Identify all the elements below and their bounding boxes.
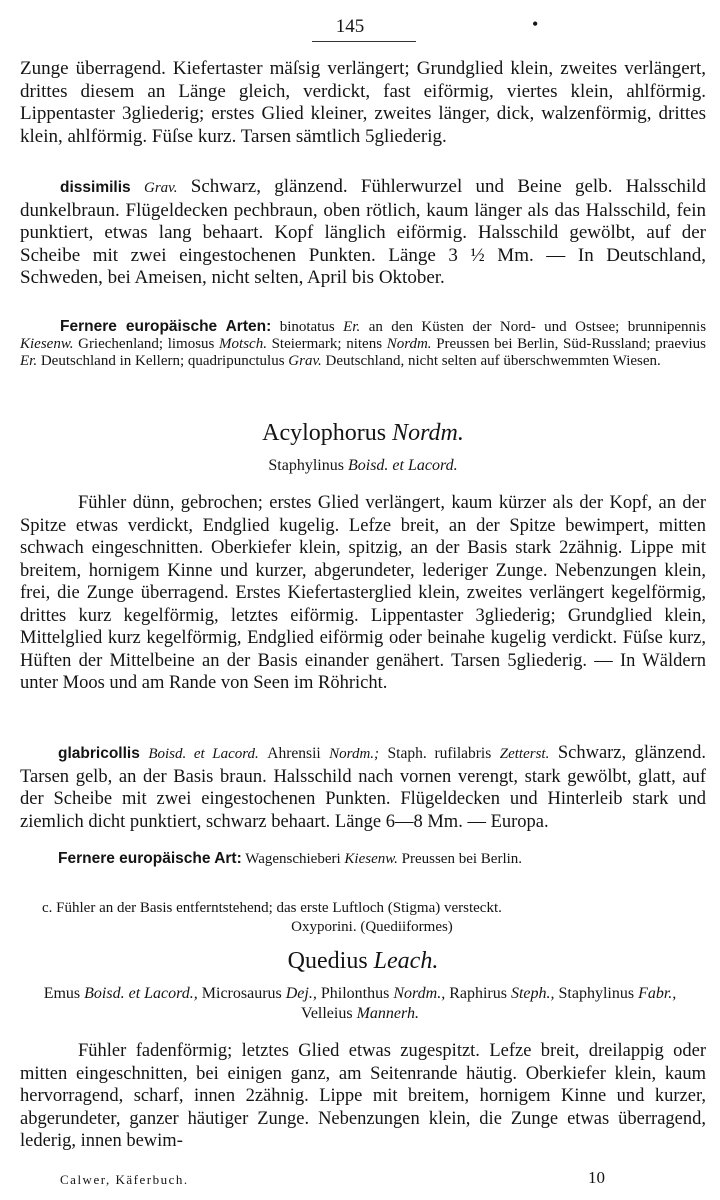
top-paragraph-block — [20, 58, 706, 148]
further-heading: Fernere europäische Art: — [58, 850, 242, 867]
further-species-block — [20, 318, 706, 370]
synonym-author: Zetterst. — [499, 746, 550, 762]
further-species-block-2 — [20, 850, 706, 868]
footer-signature: 10 — [588, 1168, 605, 1187]
further-author: Er. — [20, 353, 38, 369]
synonym-author: Nordm., — [393, 985, 446, 1002]
genus-description-quedius — [20, 1040, 706, 1153]
further-text: Preussen bei Berlin. — [401, 851, 523, 867]
species-name: dissimilis — [60, 179, 131, 196]
footer-publisher: Calwer, Käferbuch. — [60, 1172, 189, 1187]
synonym-name: Velleius — [301, 1005, 353, 1022]
genus-author: Nordm. — [392, 420, 464, 446]
synonym-author: Dej., — [285, 985, 317, 1002]
section-c-line2: Oxyporini. (Quediiformes) — [291, 919, 453, 935]
genus-heading-acylophorus — [20, 420, 706, 447]
further-text: Preussen bei Berlin, Süd-Russland; praevius — [436, 336, 706, 352]
synonym-name: Staphylinus — [268, 457, 344, 474]
section-c — [42, 900, 702, 936]
genus-author: Leach. — [373, 948, 439, 974]
further-author: Er. — [343, 319, 361, 335]
species-author: Grav. — [143, 180, 178, 196]
genus-synonym-acylophorus — [20, 456, 706, 476]
genus-name: Quedius — [287, 948, 368, 974]
synonym-author: Steph., — [510, 985, 555, 1002]
further-heading: Fernere europäische Arten: — [60, 318, 272, 335]
synonym-author: Mannerh. — [356, 1005, 419, 1022]
synonym-author: Nordm.; — [329, 746, 380, 762]
species-description: Schwarz, glänzend. Tarsen gelb, an der Basis braun. Halsschild nach vornen verengt, stark gewölbt, glatt, auf der Scheibe mit zwei eingestochenen Punkten. Flügeldecken und Hinterleib stark und ziemlich dicht punktiert, schwarz behaart. Länge 6—8 Mm. — Europa. — [20, 743, 707, 832]
synonym-author: Fabr., — [638, 985, 677, 1002]
further-author: Nordm. — [386, 336, 432, 352]
header-rule — [312, 41, 416, 42]
species-dissimilis — [20, 176, 706, 290]
further-author: Motsch. — [219, 336, 267, 352]
synonym-name: Staphylinus — [558, 985, 635, 1002]
genus-synonyms-quedius — [40, 984, 680, 1024]
synonym-name: Emus — [43, 985, 81, 1002]
page-number: 145 — [335, 16, 365, 37]
further-text: Steiermark; nitens — [271, 336, 383, 352]
species-description: Schwarz, glänzend. Fühlerwurzel und Beine gelb. Halsschild dunkelbraun. Flügeldecken pechbraun, oben rötlich, kaum länger als das Halsschild, fein punktiert, etwas lang behaart. Kopf länglich eiförmig. Halsschild gewölbt, auf der Scheibe mit zwei eingestochenen Punkten. Länge 3 ½ Mm. — In Deutschland, Schweden, bei Ameisen, nicht selten, April bis Oktober. — [20, 176, 706, 289]
species-author: Boisd. et Lacord. — [148, 746, 259, 762]
genus-description-acylophorus — [20, 492, 706, 695]
synonym-name: Microsaurus — [201, 985, 282, 1002]
further-text: Deutschland, nicht selten auf überschwemmten Wiesen. — [325, 353, 661, 369]
genus-heading-quedius — [20, 948, 706, 975]
further-species: Wagenschieberi — [245, 851, 341, 867]
genus-name: Acylophorus — [262, 420, 387, 446]
section-c-line1: c. Fühler an der Basis entferntstehend; das erste Luftloch (Stigma) versteckt. — [42, 900, 502, 916]
further-species: binotatus — [279, 319, 335, 335]
top-paragraph: Zunge überragend. Kiefertaster mäſsig verlängert; Grundglied klein, zweites verlängert, drittes diesem an Länge gleich, verdickt, fast eiförmig, viertes klein, ahlförmig. Lippentaster 3gliederig; erstes Glied kleiner, zweites länger, dick, walzenförmig, drittes klein, ahlförmig. Füſse kurz. Tarsen sämtlich 5gliederig. — [20, 58, 706, 147]
further-text: Griechenland; limosus — [78, 336, 215, 352]
synonym-name: Philonthus — [320, 985, 390, 1002]
synonym-author: Boisd. et Lacord., — [84, 985, 198, 1002]
header-dot: • — [532, 14, 539, 34]
further-author: Kiesenw. — [20, 336, 74, 352]
synonym-author: Boisd. et Lacord. — [347, 457, 458, 474]
species-name: glabricollis — [58, 745, 140, 762]
further-author: Grav. — [288, 353, 322, 369]
further-text: Deutschland in Kellern; quadripunctulus — [40, 353, 285, 369]
species-glabricollis — [20, 742, 706, 833]
further-author: Kiesenw. — [344, 851, 398, 867]
synonym-name: Staph. rufilabris — [387, 745, 492, 762]
genus-description: Fühler dünn, gebrochen; erstes Glied verlängert, kaum kürzer als der Kopf, an der Spitze etwas verdickt, Endglied kugelig. Lefze breit, an der Spitze bewimpert, mitten schwach eingeschnitten. Oberkiefer klein, spitzig, an der Basis stark 2zähnig. Lippe mit breitem, hornigem Kinne und kurzer, abgerundeter, lederiger Zunge. Nebenzungen klein, frei, die Zunge überragend. Erstes Kiefertasterglied klein, zweites verlängert kegelförmig, drittes kurz kegelförmig, letztes eiförmig. Lippentaster 3gliederig; Grundglied klein, Mittelglied kurz kegelförmig, Endglied eiförmig oder beinahe kugelig verdickt. Füſse kurz, Hüften der Mittelbeine an der Basis einander genähert. Tarsen 5gliederig. — In Wäldern unter Moos und am Rande von Seen im Röhricht. — [20, 493, 706, 693]
synonym-name: Ahrensii — [267, 745, 321, 762]
synonym-name: Raphirus — [449, 985, 507, 1002]
genus-description: Fühler fadenförmig; letztes Glied etwas zugespitzt. Lefze breit, dreilappig oder mitten eingeschnitten, bei einigen ganz, am Seitenrande häutig. Oberkiefer klein, kaum hervorragend, scharf, innen 2zähnig. Lippe mit breitem, hornigem Kinne und kurzer, abgerundeter, ganzer häutiger Zunge. Nebenzungen klein, die Zunge etwas überragend, lederig, innen bewim- — [20, 1041, 706, 1151]
further-text: an den Küsten der Nord- und Ostsee; brunnipennis — [368, 319, 707, 335]
